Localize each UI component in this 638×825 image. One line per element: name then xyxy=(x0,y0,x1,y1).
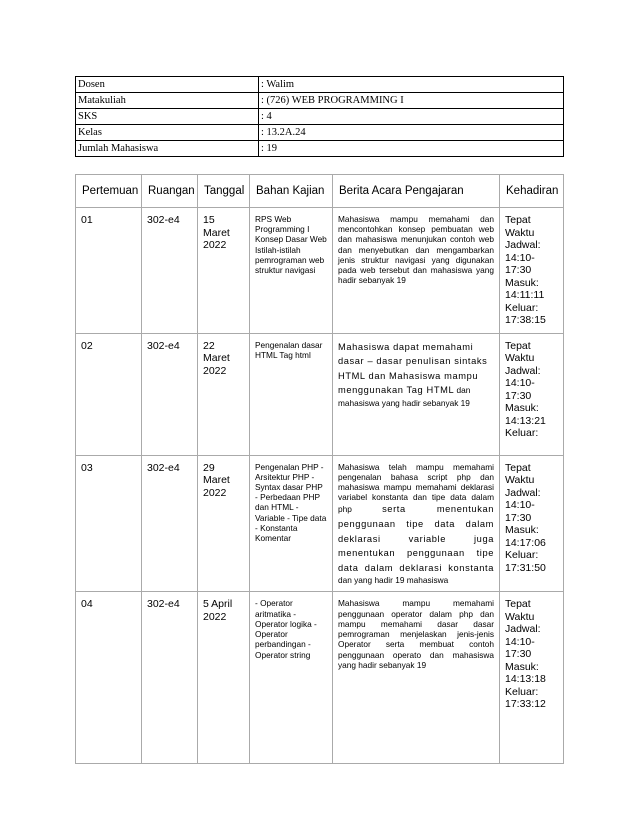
info-value: : 13.2A.24 xyxy=(259,125,564,141)
info-row-sks xyxy=(76,109,564,125)
info-row-kelas xyxy=(76,125,564,141)
header-bahan-kajian: Bahan Kajian xyxy=(250,175,333,208)
cell-berita-acara: Mahasiswa mampu memahami dan mencontohkan konsep pembuatan web dan mahasiswa menunjukan contoh web dan menyebutkan dan mengambarkan jenis struktur navigasi yang digunakan pada web tersebut dan mahasiswa yang hadir sebanyak 19 xyxy=(333,208,500,334)
header-berita-acara: Berita Acara Pengajaran xyxy=(333,175,500,208)
berita-head-text: Mahasiswa telah mampu memahami pengenalan bahasa script php dan mahasiswa mampu memahami deklarasi variabel konstanta dan tipe data dalam php xyxy=(338,461,494,515)
berita-tail-text: dan mahasiswa yang hadir sebanyak 19 xyxy=(338,385,471,408)
table-row xyxy=(76,455,564,592)
cell-pertemuan: 03 xyxy=(76,455,142,592)
cell-tanggal: 15 Maret 2022 xyxy=(198,208,250,334)
cell-tanggal: 5 April 2022 xyxy=(198,592,250,764)
info-row-matakuliah xyxy=(76,93,564,109)
cell-tanggal: 29 Maret 2022 xyxy=(198,455,250,592)
info-value: : 19 xyxy=(259,141,564,157)
berita-tail-text: dan yang hadir 19 mahasiswa xyxy=(338,575,449,586)
info-label: Dosen xyxy=(76,77,259,93)
cell-bahan-kajian: Pengenalan dasar HTML Tag html xyxy=(250,333,333,455)
cell-ruangan: 302-e4 xyxy=(142,592,198,764)
header-tanggal: Tanggal xyxy=(198,175,250,208)
info-value: : (726) WEB PROGRAMMING I xyxy=(259,93,564,109)
cell-pertemuan: 04 xyxy=(76,592,142,764)
info-label: Jumlah Mahasiswa xyxy=(76,141,259,157)
cell-kehadiran: Tepat Waktu Jadwal: 14:10-17:30 Masuk: 14:13:18 Keluar: 17:33:12 xyxy=(500,592,564,764)
info-row-dosen xyxy=(76,77,564,93)
berita-wide-text: serta menentukan penggunaan tipe data dalam deklarasi variable juga menentukan penggunaan tipe data dalam deklarasi konstanta xyxy=(338,504,494,573)
cell-bahan-kajian: RPS Web Programming I Konsep Dasar Web Istilah-istilah pemrograman web struktur navigasi xyxy=(250,208,333,334)
table-row xyxy=(76,208,564,334)
header-ruangan: Ruangan xyxy=(142,175,198,208)
cell-kehadiran: Tepat Waktu Jadwal: 14:10-17:30 Masuk: 14:17:06 Keluar: 17:31:50 xyxy=(500,455,564,592)
info-value: : 4 xyxy=(259,109,564,125)
table-header-row xyxy=(76,175,564,208)
info-row-jumlah-mahasiswa xyxy=(76,141,564,157)
cell-tanggal: 22 Maret 2022 xyxy=(198,333,250,455)
cell-kehadiran: Tepat Waktu Jadwal: 14:10-17:30 Masuk: 14:13:21 Keluar: xyxy=(500,333,564,455)
cell-pertemuan: 02 xyxy=(76,333,142,455)
cell-ruangan: 302-e4 xyxy=(142,333,198,455)
table-row xyxy=(76,333,564,455)
header-kehadiran: Kehadiran xyxy=(500,175,564,208)
cell-ruangan: 302-e4 xyxy=(142,455,198,592)
cell-bahan-kajian: - Operator aritmatika - Operator logika - Operator perbandingan - Operator string xyxy=(250,592,333,764)
cell-berita-acara xyxy=(333,455,500,592)
berita-wide-text: Mahasiswa dapat memahami dasar – dasar penulisan sintaks HTML dan Mahasiswa mampu menggunakan Tag HTML xyxy=(338,341,488,396)
info-label: Matakuliah xyxy=(76,93,259,109)
cell-kehadiran: Tepat Waktu Jadwal: 14:10-17:30 Masuk: 14:11:11 Keluar: 17:38:15 xyxy=(500,208,564,334)
cell-berita-acara xyxy=(333,333,500,455)
info-label: SKS xyxy=(76,109,259,125)
header-pertemuan: Pertemuan xyxy=(76,175,142,208)
course-info-table xyxy=(75,76,564,157)
info-value: : Walim xyxy=(259,77,564,93)
cell-bahan-kajian: Pengenalan PHP - Arsitektur PHP - Syntax dasar PHP - Perbedaan PHP dan HTML - Variable - Tipe data - Konstanta Komentar xyxy=(250,455,333,592)
cell-ruangan: 302-e4 xyxy=(142,208,198,334)
cell-pertemuan: 01 xyxy=(76,208,142,334)
table-row xyxy=(76,592,564,764)
attendance-table xyxy=(75,174,564,764)
info-label: Kelas xyxy=(76,125,259,141)
cell-berita-acara: Mahasiswa mampu memahami penggunaan operator dalam php dan mampu memahami dasar dasar pemrograman menjelaskan jenis-jenis Operator serta membuat contoh penggunaan operato dan mahasiswa yang hadir sebanyak 19 xyxy=(333,592,500,764)
